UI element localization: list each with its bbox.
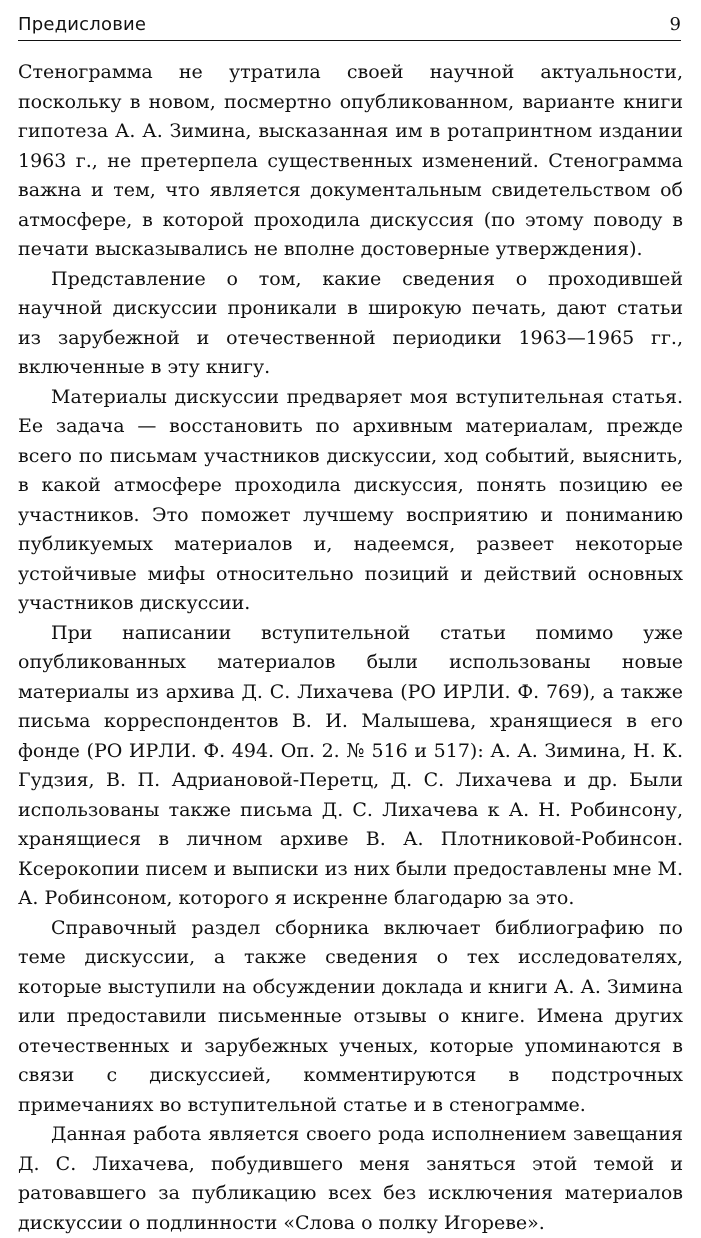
page-header bbox=[18, 12, 681, 41]
paragraph: Материалы дискуссии предваряет моя вступительная статья. Ее задача — восстановить по архивным материалам, прежде всего по письмам участников дискуссии, ход событий, выяснить, в какой атмосфере проходила дискуссия, понять позицию ее участников. Это поможет лучшему восприятию и пониманию публикуемых материалов и, надеемся, развеет некоторые устойчивые мифы относительно позиций и действий основных участников дискуссии. bbox=[18, 385, 683, 614]
paragraph: Представление о том, какие сведения о проходившей научной дискуссии проникали в широкую печать, дают статьи из зарубежной и отечественной периодики 1963—1965 гг., включенные в эту книгу. bbox=[18, 267, 683, 378]
paragraph: Справочный раздел сборника включает библиографию по теме дискуссии, а также сведения о тех исследователях, которые выступили на обсуждении доклада и книги А. А. Зимина или предоставили письменные отзывы о книге. Имена других отечественных и зарубежных ученых, которые упоминаются в связи с дискуссией, комментируются в подстрочных примечаниях во вступительной статье и в стенограмме. bbox=[18, 916, 683, 1116]
paragraph: При написании вступительной статьи помимо уже опубликованных материалов были использованы новые материалы из архива Д. С. Лихачева (РО ИРЛИ. Ф. 769), а также письма корреспондентов В. И. Малышева, хранящиеся в его фонде (РО ИРЛИ. Ф. 494. Оп. 2. № 516 и 517): А. А. Зимина, Н. К. Гудзия, В. П. Адриановой-Перетц, Д. С. Лихачева и др. Были использованы также письма Д. С. Лихачева к А. Н. Робинсону, хранящиеся в личном архиве В. А. Плотниковой-Робинсон. Ксерокопии писем и выписки из них были предоставлены мне М. А. Робинсоном, которого я искренне благодарю за это. bbox=[18, 621, 683, 909]
paragraph: Данная работа является своего рода исполнением завещания Д. С. Лихачева, побудившего меня заняться этой темой и ратовавшего за публикацию всех без исключения материалов дискуссии о подлинности «Слова о полку Игореве». bbox=[18, 1123, 683, 1234]
body-text bbox=[18, 58, 683, 1238]
paragraph: Стенограмма не утратила своей научной актуальности, поскольку в новом, посмертно опубликованном, варианте книги гипотеза А. А. Зимина, высказанная им в ротапринтном издании 1963 г., не претерпела существенных изменений. Стенограмма важна и тем, что является документальным свидетельством об атмосфере, в которой проходила дискуссия (по этому поводу в печати высказывались не вполне достоверные утверждения). bbox=[18, 61, 683, 260]
page-number: 9 bbox=[669, 14, 681, 35]
running-head: Предисловие bbox=[18, 14, 147, 35]
